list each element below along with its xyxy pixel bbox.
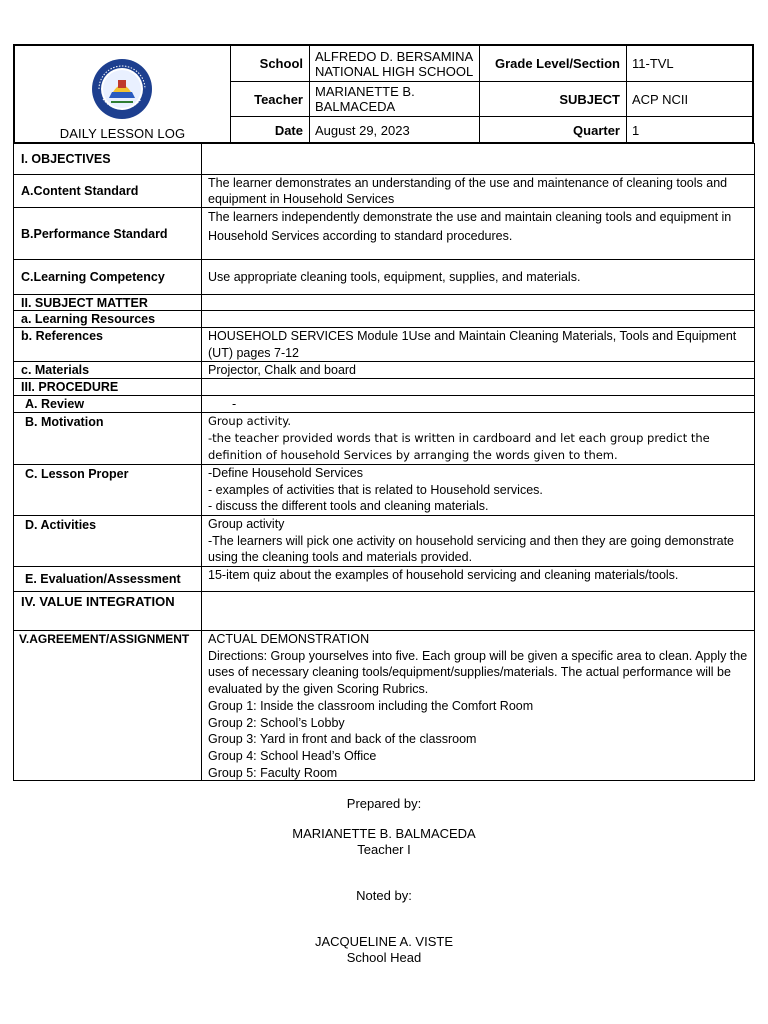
learning-resources-label: a. Learning Resources	[14, 311, 202, 327]
activities-label: D. Activities	[14, 516, 202, 566]
quarter-value: 1	[632, 122, 640, 138]
review-text: -	[232, 396, 237, 411]
activities-line: -The learners will pick one activity on household servicing and then they are going demonstrate using the cleaning tools and materials provided.	[208, 533, 734, 564]
header-block	[13, 44, 754, 143]
content-standard-label: A.Content Standard	[14, 175, 202, 207]
table-row	[14, 567, 754, 592]
table-row	[14, 396, 754, 413]
table-row	[14, 465, 754, 516]
teacher-label: Teacher	[230, 82, 310, 117]
noted-by-label: Noted by:	[356, 888, 412, 903]
activities-cell	[202, 516, 754, 566]
materials-text: Projector, Chalk and board	[208, 362, 357, 377]
assignment-cell	[202, 631, 754, 780]
motivation-line: Group activity.	[208, 414, 292, 428]
table-row	[14, 175, 754, 208]
motivation-label: B. Motivation	[14, 413, 202, 464]
assignment-line: Group 2: School’s Lobby	[208, 715, 345, 730]
table-row	[14, 362, 754, 379]
assignment-line: Group 1: Inside the classroom including the Comfort Room	[208, 698, 534, 713]
review-label: A. Review	[14, 396, 202, 412]
table-row	[14, 516, 754, 567]
table-row	[14, 260, 754, 295]
noter-name: JACQUELINE A. VISTE	[315, 934, 453, 949]
table-row	[14, 413, 754, 465]
assignment-heading: V.AGREEMENT/ASSIGNMENT	[14, 631, 202, 780]
daily-lesson-log-title: DAILY LESSON LOG	[59, 126, 186, 141]
table-row	[14, 328, 754, 362]
learning-competency-text: Use appropriate cleaning tools, equipment, supplies, and materials.	[208, 269, 581, 284]
school-seal-logo	[91, 58, 153, 120]
activities-line: Group activity	[208, 517, 285, 531]
table-row	[14, 631, 754, 780]
evaluation-label: E. Evaluation/Assessment	[14, 567, 202, 591]
assignment-line: ACTUAL DEMONSTRATION	[208, 632, 370, 646]
objectives-heading: I. OBJECTIVES	[14, 144, 202, 174]
assignment-line: Directions: Group yourselves into five. Each group will be given a specific area to clean. Apply the uses of necessary cleaning tools/equipment/supplies/materials. The actual performance will be evaluated by the given Scoring Rubrics.	[208, 648, 748, 697]
subject-value: ACP NCII	[627, 82, 754, 117]
subject-label: SUBJECT	[480, 82, 627, 117]
assignment-line: Group 3: Yard in front and back of the classroom	[208, 732, 477, 747]
teacher-value: MARIANETTE B. BALMACEDA	[310, 82, 480, 117]
prepared-by-label: Prepared by:	[346, 796, 422, 811]
procedure-heading: III. PROCEDURE	[14, 379, 202, 395]
subject-matter-heading: II. SUBJECT MATTER	[14, 295, 202, 310]
table-row	[14, 311, 754, 328]
grade-level-value: 11-TVL	[627, 46, 754, 82]
references-label: b. References	[14, 328, 202, 361]
preparer-title: Teacher I	[357, 842, 411, 857]
noter-title: School Head	[346, 950, 422, 965]
school-value: ALFREDO D. BERSAMINA NATIONAL HIGH SCHOOL	[310, 46, 480, 82]
grade-level-label: Grade Level/Section	[480, 46, 627, 82]
learning-competency-label: C.Learning Competency	[14, 260, 202, 294]
lesson-line: - examples of activities that is related to Household services.	[208, 482, 543, 497]
school-label: School	[230, 46, 310, 82]
table-row	[14, 144, 754, 175]
evaluation-text: 15-item quiz about the examples of household servicing and cleaning materials/tools.	[208, 568, 679, 582]
lesson-log-table	[13, 143, 755, 781]
table-row	[14, 208, 754, 260]
lesson-proper-cell	[202, 465, 754, 515]
date-value: August 29, 2023	[310, 117, 480, 143]
assignment-line: Group 5: Faculty Room	[208, 765, 338, 780]
motivation-cell	[202, 413, 754, 464]
motivation-line: -the teacher provided words that is written in cardboard and let each group predict the definition of household Services by arranging the words given to them.	[208, 431, 710, 462]
assignment-line: Group 4: School Head’s Office	[208, 748, 377, 763]
quarter-label: Quarter	[480, 117, 627, 143]
performance-standard-label: B.Performance Standard	[14, 208, 202, 259]
objectives-cell	[202, 144, 754, 174]
value-integration-heading: IV. VALUE INTEGRATION	[14, 592, 202, 630]
references-text: HOUSEHOLD SERVICES Module 1Use and Maintain Cleaning Materials, Tools and Equipment (UT) pages 7-12	[208, 329, 737, 360]
lesson-line: - discuss the different tools and cleaning materials.	[208, 499, 489, 513]
content-standard-text: The learner demonstrates an understanding of the use and maintenance of cleaning tools and equipment in Household Services	[208, 176, 728, 206]
table-row	[14, 592, 754, 631]
lesson-proper-label: C. Lesson Proper	[14, 465, 202, 515]
logo-cell	[15, 46, 231, 143]
lesson-line: -Define Household Services	[208, 466, 363, 480]
table-row	[14, 379, 754, 396]
performance-standard-text: The learners independently demonstrate the use and maintain cleaning tools and equipment in Household Services according to standard procedures.	[208, 210, 732, 243]
preparer-name: MARIANETTE B. BALMACEDA	[292, 826, 476, 841]
materials-label: c. Materials	[14, 362, 202, 378]
table-row	[14, 295, 754, 311]
date-label: Date	[230, 117, 310, 143]
